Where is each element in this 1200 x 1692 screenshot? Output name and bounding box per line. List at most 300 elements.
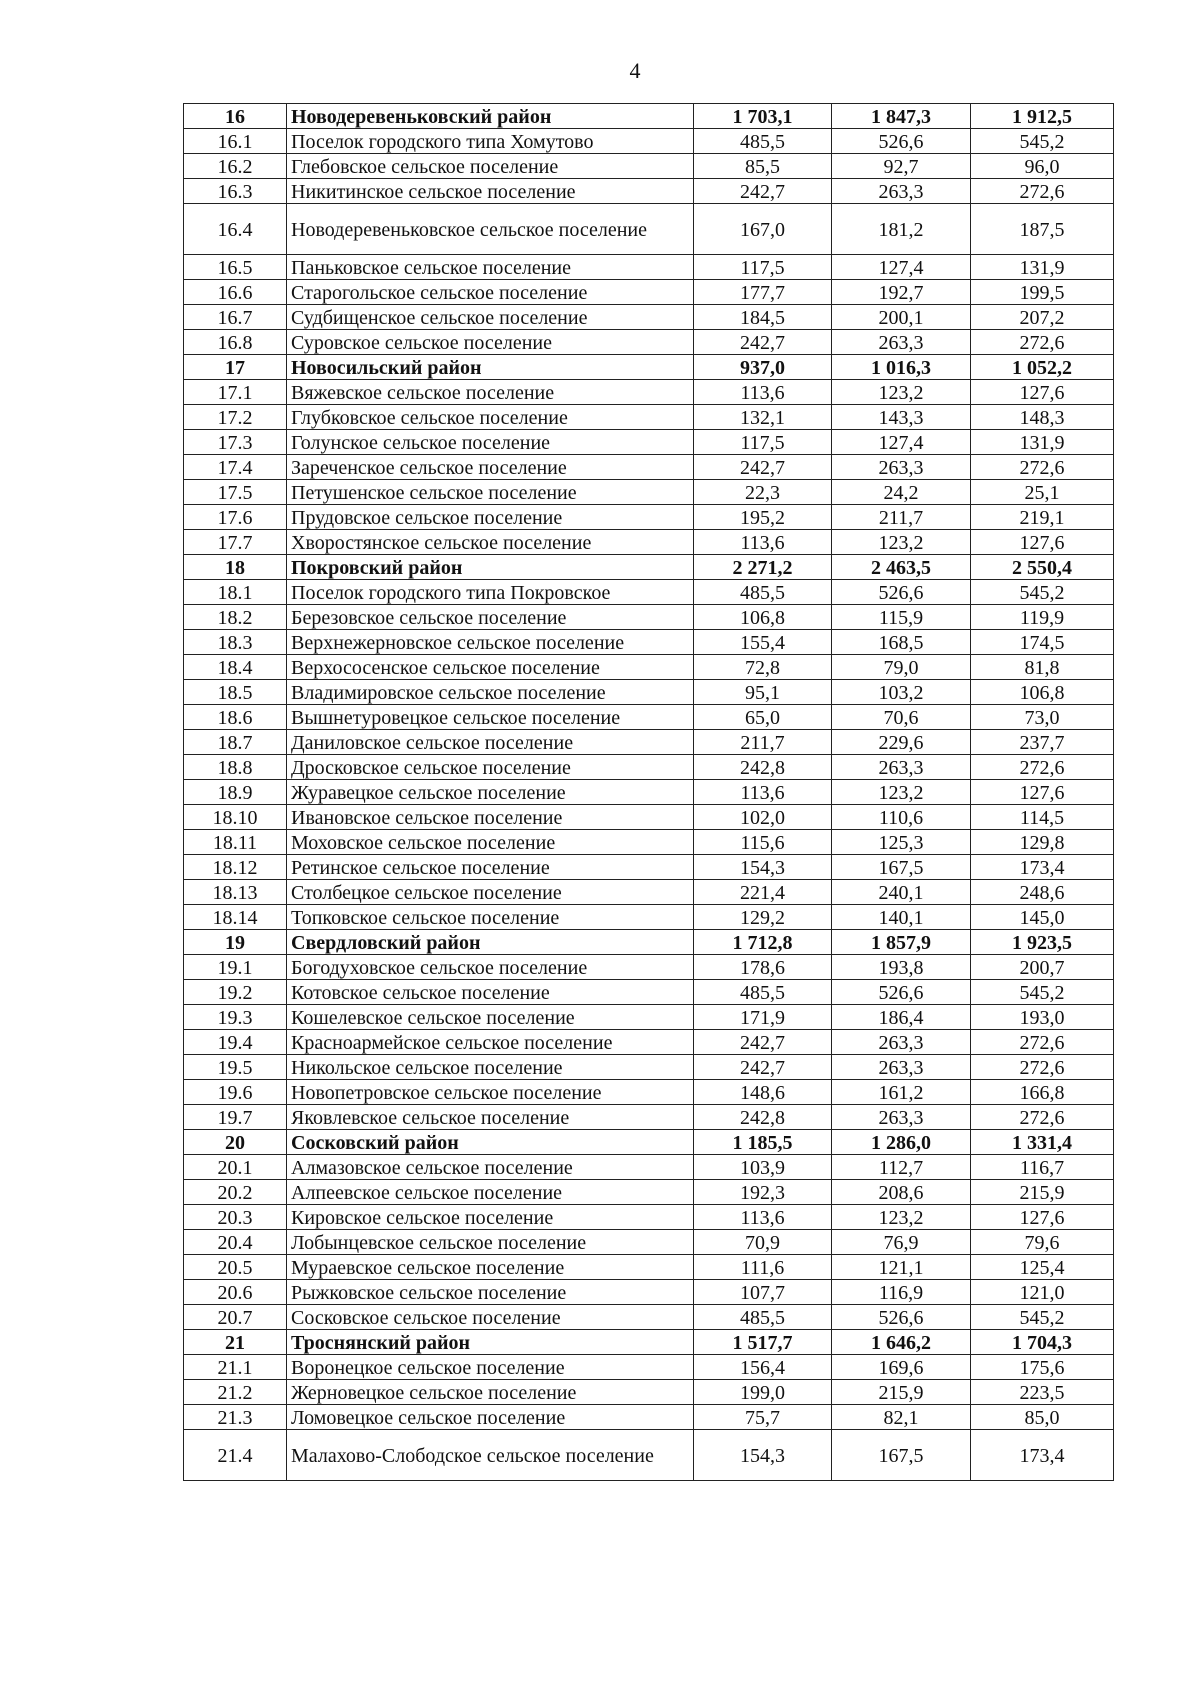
table-row — [184, 955, 1114, 980]
value-cell-2: 116,9 — [832, 1280, 971, 1305]
value-cell-2: 526,6 — [832, 129, 971, 154]
settlement-name-cell: Паньковское сельское поселение — [287, 255, 694, 280]
table-row — [184, 1305, 1114, 1330]
table-row — [184, 455, 1114, 480]
row-number-cell: 18.11 — [184, 830, 287, 855]
value-cell-1: 937,0 — [694, 355, 832, 380]
value-cell-2: 79,0 — [832, 655, 971, 680]
table-row — [184, 380, 1114, 405]
value-cell-3: 127,6 — [971, 380, 1114, 405]
value-cell-1: 65,0 — [694, 705, 832, 730]
value-cell-3: 272,6 — [971, 455, 1114, 480]
settlement-name-cell: Старогольское сельское поселение — [287, 280, 694, 305]
settlement-name-cell: Суровское сельское поселение — [287, 330, 694, 355]
table-row — [184, 1355, 1114, 1380]
page-number: 4 — [629, 58, 641, 83]
value-cell-1: 242,8 — [694, 755, 832, 780]
table-row — [184, 1255, 1114, 1280]
value-cell-1: 242,7 — [694, 1030, 832, 1055]
value-cell-1: 2 271,2 — [694, 555, 832, 580]
settlement-name-cell: Лобынцевское сельское поселение — [287, 1230, 694, 1255]
value-cell-1: 199,0 — [694, 1380, 832, 1405]
settlement-name-cell: Дросковское сельское поселение — [287, 755, 694, 780]
table-row — [184, 730, 1114, 755]
value-cell-3: 129,8 — [971, 830, 1114, 855]
row-number-cell: 18.5 — [184, 680, 287, 705]
table-row — [184, 1405, 1114, 1430]
value-cell-3: 1 912,5 — [971, 104, 1114, 129]
value-cell-2: 169,6 — [832, 1355, 971, 1380]
row-number-cell: 18.12 — [184, 855, 287, 880]
row-number-cell: 20 — [184, 1130, 287, 1155]
value-cell-2: 167,5 — [832, 1430, 971, 1481]
table-row — [184, 505, 1114, 530]
value-cell-3: 166,8 — [971, 1080, 1114, 1105]
settlement-name-cell: Поселок городского типа Покровское — [287, 580, 694, 605]
value-cell-3: 248,6 — [971, 880, 1114, 905]
value-cell-1: 156,4 — [694, 1355, 832, 1380]
value-cell-2: 200,1 — [832, 305, 971, 330]
value-cell-1: 221,4 — [694, 880, 832, 905]
value-cell-2: 186,4 — [832, 1005, 971, 1030]
value-cell-2: 140,1 — [832, 905, 971, 930]
settlement-name-cell: Алпеевское сельское поселение — [287, 1180, 694, 1205]
value-cell-2: 127,4 — [832, 430, 971, 455]
table-row — [184, 1380, 1114, 1405]
value-cell-3: 272,6 — [971, 755, 1114, 780]
value-cell-2: 76,9 — [832, 1230, 971, 1255]
table-row — [184, 680, 1114, 705]
value-cell-1: 1 703,1 — [694, 104, 832, 129]
value-cell-2: 1 857,9 — [832, 930, 971, 955]
value-cell-2: 181,2 — [832, 204, 971, 255]
settlement-name-cell: Малахово-Слободское сельское поселение — [287, 1430, 694, 1481]
value-cell-1: 113,6 — [694, 1205, 832, 1230]
value-cell-3: 106,8 — [971, 680, 1114, 705]
value-cell-2: 1 286,0 — [832, 1130, 971, 1155]
value-cell-2: 263,3 — [832, 330, 971, 355]
table-row — [184, 880, 1114, 905]
row-number-cell: 18.7 — [184, 730, 287, 755]
table-row — [184, 755, 1114, 780]
value-cell-2: 526,6 — [832, 980, 971, 1005]
value-cell-1: 211,7 — [694, 730, 832, 755]
settlement-name-cell: Яковлевское сельское поселение — [287, 1105, 694, 1130]
value-cell-3: 1 704,3 — [971, 1330, 1114, 1355]
settlement-name-cell: Жерновецкое сельское поселение — [287, 1380, 694, 1405]
table-row — [184, 154, 1114, 179]
settlement-name-cell: Журавецкое сельское поселение — [287, 780, 694, 805]
value-cell-3: 173,4 — [971, 855, 1114, 880]
row-number-cell: 19.2 — [184, 980, 287, 1005]
table-row — [184, 129, 1114, 154]
value-cell-1: 155,4 — [694, 630, 832, 655]
value-cell-2: 263,3 — [832, 1030, 971, 1055]
value-cell-2: 82,1 — [832, 1405, 971, 1430]
value-cell-3: 215,9 — [971, 1180, 1114, 1205]
value-cell-2: 167,5 — [832, 855, 971, 880]
table-row — [184, 605, 1114, 630]
table-row — [184, 980, 1114, 1005]
value-cell-2: 2 463,5 — [832, 555, 971, 580]
value-cell-1: 242,7 — [694, 1055, 832, 1080]
value-cell-1: 129,2 — [694, 905, 832, 930]
value-cell-1: 167,0 — [694, 204, 832, 255]
settlement-name-cell: Хворостянское сельское поселение — [287, 530, 694, 555]
row-number-cell: 17.7 — [184, 530, 287, 555]
value-cell-3: 2 550,4 — [971, 555, 1114, 580]
row-number-cell: 18.8 — [184, 755, 287, 780]
value-cell-2: 123,2 — [832, 380, 971, 405]
value-cell-3: 125,4 — [971, 1255, 1114, 1280]
row-number-cell: 21.1 — [184, 1355, 287, 1380]
value-cell-1: 113,6 — [694, 380, 832, 405]
value-cell-1: 148,6 — [694, 1080, 832, 1105]
value-cell-2: 208,6 — [832, 1180, 971, 1205]
value-cell-1: 178,6 — [694, 955, 832, 980]
value-cell-1: 132,1 — [694, 405, 832, 430]
value-cell-2: 526,6 — [832, 580, 971, 605]
settlement-name-cell: Троснянский район — [287, 1330, 694, 1355]
settlement-name-cell: Столбецкое сельское поселение — [287, 880, 694, 905]
settlement-name-cell: Новопетровское сельское поселение — [287, 1080, 694, 1105]
value-cell-2: 192,7 — [832, 280, 971, 305]
value-cell-1: 154,3 — [694, 855, 832, 880]
table-row — [184, 1155, 1114, 1180]
value-cell-1: 85,5 — [694, 154, 832, 179]
row-number-cell: 16.5 — [184, 255, 287, 280]
value-cell-2: 110,6 — [832, 805, 971, 830]
value-cell-3: 131,9 — [971, 255, 1114, 280]
value-cell-1: 1 712,8 — [694, 930, 832, 955]
value-cell-3: 545,2 — [971, 129, 1114, 154]
row-number-cell: 20.5 — [184, 1255, 287, 1280]
table-row — [184, 330, 1114, 355]
allocation-table — [183, 103, 1114, 1481]
value-cell-2: 121,1 — [832, 1255, 971, 1280]
value-cell-1: 242,7 — [694, 455, 832, 480]
row-number-cell: 18.10 — [184, 805, 287, 830]
row-number-cell: 18 — [184, 555, 287, 580]
value-cell-1: 1 185,5 — [694, 1130, 832, 1155]
table-row — [184, 1105, 1114, 1130]
value-cell-1: 242,7 — [694, 330, 832, 355]
value-cell-2: 211,7 — [832, 505, 971, 530]
value-cell-1: 485,5 — [694, 129, 832, 154]
row-number-cell: 16.2 — [184, 154, 287, 179]
value-cell-3: 127,6 — [971, 530, 1114, 555]
row-number-cell: 18.13 — [184, 880, 287, 905]
settlement-name-cell: Новосильский район — [287, 355, 694, 380]
value-cell-2: 125,3 — [832, 830, 971, 855]
settlement-name-cell: Новодеревеньковский район — [287, 104, 694, 129]
value-cell-3: 85,0 — [971, 1405, 1114, 1430]
value-cell-3: 272,6 — [971, 330, 1114, 355]
settlement-name-cell: Кошелевское сельское поселение — [287, 1005, 694, 1030]
value-cell-3: 545,2 — [971, 580, 1114, 605]
settlement-name-cell: Воронецкое сельское поселение — [287, 1355, 694, 1380]
settlement-name-cell: Ретинское сельское поселение — [287, 855, 694, 880]
value-cell-2: 193,8 — [832, 955, 971, 980]
table-row — [184, 255, 1114, 280]
table-row — [184, 204, 1114, 255]
value-cell-3: 119,9 — [971, 605, 1114, 630]
value-cell-2: 143,3 — [832, 405, 971, 430]
table-row — [184, 430, 1114, 455]
table-row — [184, 179, 1114, 204]
value-cell-2: 24,2 — [832, 480, 971, 505]
row-number-cell: 18.3 — [184, 630, 287, 655]
row-number-cell: 18.4 — [184, 655, 287, 680]
value-cell-1: 171,9 — [694, 1005, 832, 1030]
value-cell-1: 95,1 — [694, 680, 832, 705]
settlement-name-cell: Ивановское сельское поселение — [287, 805, 694, 830]
value-cell-2: 103,2 — [832, 680, 971, 705]
row-number-cell: 20.3 — [184, 1205, 287, 1230]
value-cell-2: 123,2 — [832, 530, 971, 555]
table-row — [184, 780, 1114, 805]
value-cell-2: 115,9 — [832, 605, 971, 630]
value-cell-1: 184,5 — [694, 305, 832, 330]
row-number-cell: 20.4 — [184, 1230, 287, 1255]
value-cell-1: 154,3 — [694, 1430, 832, 1481]
value-cell-3: 272,6 — [971, 1055, 1114, 1080]
settlement-name-cell: Моховское сельское поселение — [287, 830, 694, 855]
value-cell-1: 117,5 — [694, 255, 832, 280]
value-cell-2: 263,3 — [832, 755, 971, 780]
settlement-name-cell: Голунское сельское поселение — [287, 430, 694, 455]
settlement-name-cell: Сосковский район — [287, 1130, 694, 1155]
table-row — [184, 1030, 1114, 1055]
table-row — [184, 905, 1114, 930]
table-row — [184, 1180, 1114, 1205]
value-cell-2: 263,3 — [832, 179, 971, 204]
value-cell-2: 70,6 — [832, 705, 971, 730]
row-number-cell: 17 — [184, 355, 287, 380]
settlement-name-cell: Петушенское сельское поселение — [287, 480, 694, 505]
row-number-cell: 17.1 — [184, 380, 287, 405]
value-cell-2: 526,6 — [832, 1305, 971, 1330]
value-cell-1: 1 517,7 — [694, 1330, 832, 1355]
settlement-name-cell: Красноармейское сельское поселение — [287, 1030, 694, 1055]
district-row — [184, 355, 1114, 380]
table-row — [184, 830, 1114, 855]
settlement-name-cell: Владимировское сельское поселение — [287, 680, 694, 705]
settlement-name-cell: Свердловский район — [287, 930, 694, 955]
table-body — [184, 104, 1114, 1481]
value-cell-3: 207,2 — [971, 305, 1114, 330]
value-cell-3: 272,6 — [971, 1105, 1114, 1130]
value-cell-3: 121,0 — [971, 1280, 1114, 1305]
value-cell-1: 242,7 — [694, 179, 832, 204]
settlement-name-cell: Зареченское сельское поселение — [287, 455, 694, 480]
settlement-name-cell: Судбищенское сельское поселение — [287, 305, 694, 330]
value-cell-1: 177,7 — [694, 280, 832, 305]
row-number-cell: 20.7 — [184, 1305, 287, 1330]
row-number-cell: 18.14 — [184, 905, 287, 930]
value-cell-3: 1 052,2 — [971, 355, 1114, 380]
value-cell-2: 161,2 — [832, 1080, 971, 1105]
settlement-name-cell: Ломовецкое сельское поселение — [287, 1405, 694, 1430]
district-row — [184, 104, 1114, 129]
row-number-cell: 16.6 — [184, 280, 287, 305]
row-number-cell: 18.2 — [184, 605, 287, 630]
value-cell-1: 113,6 — [694, 530, 832, 555]
value-cell-1: 72,8 — [694, 655, 832, 680]
district-row — [184, 555, 1114, 580]
table-row — [184, 705, 1114, 730]
value-cell-1: 106,8 — [694, 605, 832, 630]
value-cell-2: 1 646,2 — [832, 1330, 971, 1355]
settlement-name-cell: Богодуховское сельское поселение — [287, 955, 694, 980]
value-cell-3: 223,5 — [971, 1380, 1114, 1405]
row-number-cell: 19 — [184, 930, 287, 955]
row-number-cell: 16 — [184, 104, 287, 129]
table-row — [184, 855, 1114, 880]
value-cell-3: 545,2 — [971, 980, 1114, 1005]
settlement-name-cell: Покровский район — [287, 555, 694, 580]
settlement-name-cell: Даниловское сельское поселение — [287, 730, 694, 755]
row-number-cell: 17.4 — [184, 455, 287, 480]
settlement-name-cell: Глебовское сельское поселение — [287, 154, 694, 179]
row-number-cell: 16.4 — [184, 204, 287, 255]
settlement-name-cell: Глубковское сельское поселение — [287, 405, 694, 430]
settlement-name-cell: Котовское сельское поселение — [287, 980, 694, 1005]
value-cell-1: 103,9 — [694, 1155, 832, 1180]
table-row — [184, 1280, 1114, 1305]
value-cell-3: 116,7 — [971, 1155, 1114, 1180]
settlement-name-cell: Топковское сельское поселение — [287, 905, 694, 930]
value-cell-1: 75,7 — [694, 1405, 832, 1430]
table-row — [184, 480, 1114, 505]
value-cell-3: 145,0 — [971, 905, 1114, 930]
row-number-cell: 16.1 — [184, 129, 287, 154]
table-row — [184, 580, 1114, 605]
value-cell-3: 272,6 — [971, 1030, 1114, 1055]
district-row — [184, 1130, 1114, 1155]
row-number-cell: 17.6 — [184, 505, 287, 530]
row-number-cell: 21 — [184, 1330, 287, 1355]
table-row — [184, 280, 1114, 305]
value-cell-3: 173,4 — [971, 1430, 1114, 1481]
settlement-name-cell: Кировское сельское поселение — [287, 1205, 694, 1230]
row-number-cell: 17.5 — [184, 480, 287, 505]
settlement-name-cell: Вяжевское сельское поселение — [287, 380, 694, 405]
value-cell-1: 192,3 — [694, 1180, 832, 1205]
value-cell-2: 263,3 — [832, 455, 971, 480]
row-number-cell: 20.1 — [184, 1155, 287, 1180]
settlement-name-cell: Рыжковское сельское поселение — [287, 1280, 694, 1305]
settlement-name-cell: Березовское сельское поселение — [287, 605, 694, 630]
table-row — [184, 630, 1114, 655]
settlement-name-cell: Прудовское сельское поселение — [287, 505, 694, 530]
row-number-cell: 19.4 — [184, 1030, 287, 1055]
row-number-cell: 19.3 — [184, 1005, 287, 1030]
table-row — [184, 1005, 1114, 1030]
table-row — [184, 405, 1114, 430]
row-number-cell: 18.6 — [184, 705, 287, 730]
row-number-cell: 19.7 — [184, 1105, 287, 1130]
value-cell-2: 1 847,3 — [832, 104, 971, 129]
row-number-cell: 16.3 — [184, 179, 287, 204]
settlement-name-cell: Мураевское сельское поселение — [287, 1255, 694, 1280]
value-cell-1: 102,0 — [694, 805, 832, 830]
value-cell-1: 485,5 — [694, 980, 832, 1005]
row-number-cell: 20.6 — [184, 1280, 287, 1305]
table-row — [184, 1430, 1114, 1481]
value-cell-3: 200,7 — [971, 955, 1114, 980]
table-row — [184, 530, 1114, 555]
value-cell-2: 123,2 — [832, 1205, 971, 1230]
settlement-name-cell: Верхососенское сельское поселение — [287, 655, 694, 680]
value-cell-1: 117,5 — [694, 430, 832, 455]
value-cell-2: 92,7 — [832, 154, 971, 179]
settlement-name-cell: Новодеревеньковское сельское поселение — [287, 204, 694, 255]
value-cell-3: 127,6 — [971, 1205, 1114, 1230]
value-cell-1: 111,6 — [694, 1255, 832, 1280]
row-number-cell: 20.2 — [184, 1180, 287, 1205]
settlement-name-cell: Сосковское сельское поселение — [287, 1305, 694, 1330]
settlement-name-cell: Поселок городского типа Хомутово — [287, 129, 694, 154]
settlement-name-cell: Алмазовское сельское поселение — [287, 1155, 694, 1180]
value-cell-1: 485,5 — [694, 580, 832, 605]
value-cell-1: 70,9 — [694, 1230, 832, 1255]
value-cell-3: 81,8 — [971, 655, 1114, 680]
value-cell-1: 113,6 — [694, 780, 832, 805]
row-number-cell: 17.3 — [184, 430, 287, 455]
row-number-cell: 18.1 — [184, 580, 287, 605]
table-row — [184, 1055, 1114, 1080]
value-cell-1: 107,7 — [694, 1280, 832, 1305]
table-row — [184, 1205, 1114, 1230]
value-cell-1: 242,8 — [694, 1105, 832, 1130]
value-cell-2: 263,3 — [832, 1055, 971, 1080]
row-number-cell: 18.9 — [184, 780, 287, 805]
value-cell-2: 127,4 — [832, 255, 971, 280]
row-number-cell: 19.1 — [184, 955, 287, 980]
value-cell-2: 168,5 — [832, 630, 971, 655]
row-number-cell: 17.2 — [184, 405, 287, 430]
settlement-name-cell: Никольское сельское поселение — [287, 1055, 694, 1080]
value-cell-3: 127,6 — [971, 780, 1114, 805]
value-cell-2: 215,9 — [832, 1380, 971, 1405]
value-cell-3: 1 331,4 — [971, 1130, 1114, 1155]
row-number-cell: 21.4 — [184, 1430, 287, 1481]
value-cell-3: 174,5 — [971, 630, 1114, 655]
value-cell-1: 195,2 — [694, 505, 832, 530]
value-cell-3: 545,2 — [971, 1305, 1114, 1330]
value-cell-2: 229,6 — [832, 730, 971, 755]
district-row — [184, 930, 1114, 955]
table-row — [184, 655, 1114, 680]
value-cell-3: 79,6 — [971, 1230, 1114, 1255]
table-row — [184, 1230, 1114, 1255]
row-number-cell: 16.7 — [184, 305, 287, 330]
settlement-name-cell: Никитинское сельское поселение — [287, 179, 694, 204]
district-row — [184, 1330, 1114, 1355]
value-cell-3: 1 923,5 — [971, 930, 1114, 955]
value-cell-2: 123,2 — [832, 780, 971, 805]
value-cell-2: 263,3 — [832, 1105, 971, 1130]
row-number-cell: 19.5 — [184, 1055, 287, 1080]
value-cell-2: 112,7 — [832, 1155, 971, 1180]
value-cell-3: 187,5 — [971, 204, 1114, 255]
value-cell-3: 193,0 — [971, 1005, 1114, 1030]
table-row — [184, 1080, 1114, 1105]
value-cell-3: 131,9 — [971, 430, 1114, 455]
value-cell-3: 114,5 — [971, 805, 1114, 830]
value-cell-3: 96,0 — [971, 154, 1114, 179]
